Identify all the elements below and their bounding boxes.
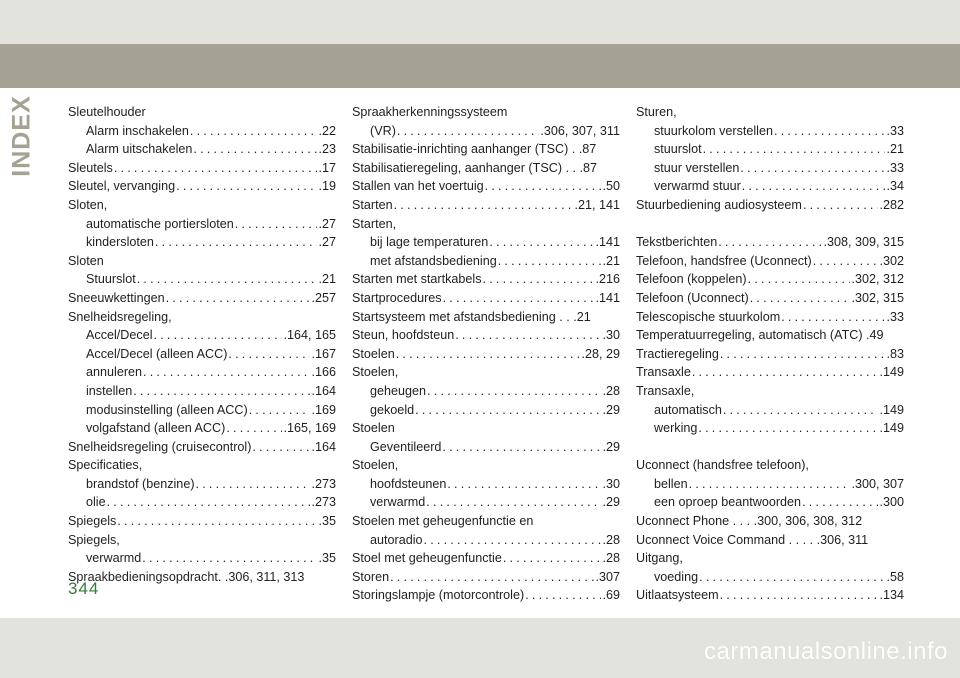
- index-entry: [636, 159, 904, 178]
- side-index-label: INDEX: [7, 95, 36, 177]
- dot-leader: [750, 289, 851, 308]
- index-column-1: [68, 103, 336, 586]
- entry-pages: .216: [595, 272, 620, 287]
- dot-leader: [235, 215, 318, 234]
- index-entry: [68, 419, 336, 438]
- entry-term: Specificaties,: [68, 458, 143, 473]
- index-entry: [68, 456, 336, 475]
- index-entry: [68, 382, 336, 401]
- index-entry: [68, 549, 336, 568]
- dot-leader: [483, 270, 595, 289]
- entry-term: Spiegels: [68, 514, 117, 529]
- entry-pages: .302, 312: [851, 272, 904, 287]
- entry-pages: .29: [602, 439, 620, 454]
- dot-leader: [720, 586, 879, 605]
- index-entry: [68, 122, 336, 141]
- index-entry: [636, 363, 904, 382]
- entry-term: Stallen van het voertuig: [352, 179, 484, 194]
- dot-leader: [689, 475, 851, 494]
- entry-pages: .167: [311, 346, 336, 361]
- entry-term: Uitgang,: [636, 551, 683, 566]
- entry-term: Stoelen: [352, 346, 395, 361]
- dot-leader: [455, 326, 601, 345]
- entry-pages: .34: [886, 179, 904, 194]
- entry-pages: .149: [879, 365, 904, 380]
- entry-pages: .21: [318, 272, 336, 287]
- index-entry: [352, 475, 620, 494]
- entry-term: Telefoon (Uconnect): [636, 290, 749, 305]
- header-bar: [0, 44, 960, 88]
- entry-term: stuur verstellen: [654, 160, 740, 175]
- dot-leader: [525, 586, 601, 605]
- dot-leader: [813, 252, 879, 271]
- entry-term: Snelheidsregeling,: [68, 309, 172, 324]
- entry-pages: .50: [602, 179, 620, 194]
- entry-term: Startsysteem met afstandsbediening . . .21: [352, 309, 591, 324]
- entry-term: verwarmd: [86, 551, 142, 566]
- dot-leader: [489, 233, 594, 252]
- index-entry: [352, 438, 620, 457]
- entry-pages: .33: [886, 309, 904, 324]
- entry-term: Spraakherkenningssysteem: [352, 105, 508, 119]
- entry-term: bellen: [654, 476, 688, 491]
- index-entry: [636, 308, 904, 327]
- entry-term: Sloten,: [68, 197, 108, 212]
- index-entry: [636, 345, 904, 364]
- index-entry: [636, 512, 904, 531]
- entry-term: kindersloten: [86, 235, 154, 250]
- entry-pages: .27: [318, 235, 336, 250]
- index-entry: [352, 215, 620, 234]
- index-entry: [68, 140, 336, 159]
- entry-term: Snelheidsregeling (cruisecontrol): [68, 439, 252, 454]
- index-entry: [352, 586, 620, 605]
- dot-leader: [718, 233, 822, 252]
- entry-term: Geventileerd: [370, 439, 442, 454]
- entry-term: verwarmd: [370, 495, 426, 510]
- entry-term: Sleutelhouder: [68, 105, 146, 119]
- entry-pages: .35: [318, 514, 336, 529]
- dot-leader: [442, 438, 601, 457]
- entry-term: Stuurslot: [86, 272, 136, 287]
- index-entry: [68, 308, 336, 327]
- dot-leader: [143, 363, 310, 382]
- dot-leader: [415, 401, 601, 420]
- dot-leader: [117, 512, 317, 531]
- dot-leader: [137, 270, 318, 289]
- entry-term: met afstandsbediening: [370, 253, 497, 268]
- entry-term: een oproep beantwoorden: [654, 495, 802, 510]
- entry-term: Telescopische stuurkolom: [636, 309, 781, 324]
- entry-term: Storingslampje (motorcontrole): [352, 588, 525, 603]
- entry-term: Sneeuwkettingen: [68, 290, 165, 305]
- dot-leader: [394, 196, 574, 215]
- dot-leader: [390, 568, 594, 587]
- entry-term: automatisch: [654, 402, 722, 417]
- entry-term: brandstof (benzine): [86, 476, 195, 491]
- entry-pages: .134: [879, 588, 904, 603]
- index-entry: [352, 103, 620, 122]
- dot-leader: [692, 363, 879, 382]
- entry-term: hoofdsteunen: [370, 476, 447, 491]
- index-entry: [636, 233, 904, 252]
- entry-pages: .21: [602, 253, 620, 268]
- dot-leader: [447, 475, 601, 494]
- entry-pages: .302, 315: [851, 290, 904, 305]
- index-entry: [636, 456, 904, 475]
- index-entry: [636, 103, 904, 122]
- index-entry: [352, 493, 620, 512]
- index-entry: [68, 233, 336, 252]
- dot-leader: [742, 177, 886, 196]
- dot-leader: [503, 549, 602, 568]
- entry-term: Uconnect Voice Command . . . . .306, 311: [636, 532, 869, 547]
- entry-term: voeding: [654, 569, 699, 584]
- index-entry: [636, 122, 904, 141]
- entry-pages: .28: [602, 551, 620, 566]
- index-entry: [352, 159, 620, 178]
- entry-term: Stabilisatieregeling, aanhanger (TSC) . . .87: [352, 160, 598, 175]
- index-entry: [636, 196, 904, 215]
- entry-pages: .308, 309, 315: [823, 235, 904, 250]
- dot-leader: [107, 493, 311, 512]
- index-entry: [352, 568, 620, 587]
- dot-leader: [252, 438, 310, 457]
- index-entry: [636, 289, 904, 308]
- entry-term: Spraakbedieningsopdracht. .306, 311, 313: [68, 569, 305, 584]
- entry-term: stuurkolom verstellen: [654, 123, 773, 138]
- index-entry: [68, 363, 336, 382]
- entry-term: volgafstand (alleen ACC): [86, 421, 226, 436]
- index-entry: [636, 531, 904, 550]
- index-entry: [352, 252, 620, 271]
- index-entry: [352, 270, 620, 289]
- entry-pages: .33: [886, 123, 904, 138]
- entry-term: (VR): [370, 123, 396, 138]
- entry-pages: .21, 141: [574, 197, 620, 212]
- entry-pages: .35: [318, 551, 336, 566]
- entry-term: instellen: [86, 383, 133, 398]
- dot-leader: [193, 140, 317, 159]
- index-entry: [352, 308, 620, 327]
- dot-leader: [155, 233, 318, 252]
- entry-term: annuleren: [86, 365, 143, 380]
- entry-term: modusinstelling (alleen ACC): [86, 402, 248, 417]
- index-entry: [636, 549, 904, 568]
- entry-term: Uconnect (handsfree telefoon),: [636, 458, 809, 473]
- index-entry: [68, 252, 336, 271]
- entry-term: Stoelen met geheugenfunctie en: [352, 514, 534, 529]
- index-entry: [352, 531, 620, 550]
- index-entry: [68, 270, 336, 289]
- index-entry: [636, 419, 904, 438]
- index-entry: [352, 345, 620, 364]
- entry-pages: .164: [311, 383, 336, 398]
- dot-leader: [176, 177, 317, 196]
- dot-leader: [802, 493, 878, 512]
- entry-term: Sleutel, vervanging: [68, 179, 176, 194]
- entry-pages: .273: [311, 476, 336, 491]
- entry-term: Stuurbediening audiosysteem: [636, 197, 802, 212]
- index-entry: [352, 401, 620, 420]
- entry-pages: .19: [318, 179, 336, 194]
- index-entry: [636, 382, 904, 401]
- entry-pages: .300, 307: [851, 476, 904, 491]
- entry-pages: .58: [886, 569, 904, 584]
- entry-pages: .29: [602, 402, 620, 417]
- entry-pages: .300: [879, 495, 904, 510]
- entry-term: autoradio: [370, 532, 423, 547]
- entry-term: Steun, hoofdsteun: [352, 328, 455, 343]
- entry-term: werking: [654, 421, 698, 436]
- entry-pages: .29: [602, 495, 620, 510]
- index-entry: [352, 419, 620, 438]
- dot-leader: [443, 289, 595, 308]
- entry-term: Starten,: [352, 216, 397, 231]
- entry-term: Alarm inschakelen: [86, 123, 189, 138]
- index-entry: [352, 512, 620, 531]
- entry-pages: .165, 169: [283, 421, 336, 436]
- entry-term: Stoelen: [352, 421, 395, 436]
- entry-term: gekoeld: [370, 402, 415, 417]
- top-margin-band: [0, 0, 960, 44]
- entry-term: Spiegels,: [68, 532, 120, 547]
- dot-leader: [114, 159, 318, 178]
- entry-pages: .28, 29: [581, 346, 620, 361]
- index-entry: [352, 140, 620, 159]
- entry-term: Transaxle,: [636, 383, 695, 398]
- dot-leader: [190, 122, 318, 141]
- index-entry: [68, 159, 336, 178]
- entry-pages: .164, 165: [283, 328, 336, 343]
- entry-pages: .22: [318, 123, 336, 138]
- dot-leader: [723, 401, 879, 420]
- index-entry: [68, 177, 336, 196]
- dot-leader: [720, 345, 886, 364]
- entry-pages: .28: [602, 383, 620, 398]
- index-entry: [636, 475, 904, 494]
- entry-term: Temperatuurregeling, automatisch (ATC) .49: [636, 328, 884, 343]
- entry-term: Transaxle: [636, 365, 691, 380]
- entry-pages: .69: [602, 588, 620, 603]
- entry-pages: .141: [595, 235, 620, 250]
- index-entry: [68, 531, 336, 550]
- index-entry: [352, 233, 620, 252]
- index-entry: [68, 215, 336, 234]
- entry-term: Starten met startkabels: [352, 272, 482, 287]
- index-entry: [352, 363, 620, 382]
- dot-leader: [774, 122, 885, 141]
- entry-pages: .273: [311, 495, 336, 510]
- entry-pages: .30: [602, 476, 620, 491]
- index-entry: [352, 122, 620, 141]
- entry-term: Telefoon (koppelen): [636, 272, 747, 287]
- index-entry: [68, 493, 336, 512]
- entry-term: Starten: [352, 197, 393, 212]
- entry-pages: .307: [595, 569, 620, 584]
- entry-term: Accel/Decel: [86, 328, 153, 343]
- entry-term: Sloten: [68, 253, 104, 268]
- dot-leader: [803, 196, 879, 215]
- index-entry: [68, 326, 336, 345]
- entry-term: Stoelen,: [352, 365, 399, 380]
- index-entry: [68, 512, 336, 531]
- dot-leader: [228, 345, 310, 364]
- index-entry: [352, 326, 620, 345]
- entry-term: Uitlaatsysteem: [636, 588, 719, 603]
- entry-term: Sleutels: [68, 160, 113, 175]
- index-entry: [636, 493, 904, 512]
- entry-pages: .306, 307, 311: [540, 123, 620, 138]
- entry-term: Tractieregeling: [636, 346, 719, 361]
- dot-leader: [196, 475, 311, 494]
- entry-pages: .23: [318, 142, 336, 157]
- dot-leader: [699, 568, 885, 587]
- entry-pages: .17: [318, 160, 336, 175]
- index-entry: [636, 401, 904, 420]
- entry-pages: .149: [879, 402, 904, 417]
- entry-term: Stoelen,: [352, 458, 399, 473]
- dot-leader: [424, 531, 602, 550]
- index-entry: [68, 401, 336, 420]
- index-entry: [352, 456, 620, 475]
- index-entry: [636, 252, 904, 271]
- dot-leader: [426, 493, 601, 512]
- entry-term: Sturen,: [636, 105, 677, 119]
- dot-leader: [249, 401, 311, 420]
- dot-leader: [226, 419, 282, 438]
- entry-term: verwarmd stuur: [654, 179, 741, 194]
- index-entry: [636, 177, 904, 196]
- entry-pages: .141: [595, 290, 620, 305]
- dot-leader: [703, 140, 886, 159]
- entry-term: Stoel met geheugenfunctie: [352, 551, 502, 566]
- index-entry: [636, 326, 904, 345]
- index-entry: [68, 103, 336, 122]
- watermark: carmanualsonline.info: [704, 638, 948, 665]
- entry-pages: .21: [886, 142, 904, 157]
- entry-term: stuurslot: [654, 142, 702, 157]
- index-entry: [68, 345, 336, 364]
- entry-term: Storen: [352, 569, 390, 584]
- index-column-2: [352, 103, 620, 605]
- entry-term: geheugen: [370, 383, 427, 398]
- entry-term: Startprocedures: [352, 290, 442, 305]
- entry-term: Alarm uitschakelen: [86, 142, 193, 157]
- entry-term: Telefoon, handsfree (Uconnect): [636, 253, 812, 268]
- dot-leader: [781, 308, 885, 327]
- entry-pages: .257: [311, 290, 336, 305]
- dot-leader: [748, 270, 851, 289]
- index-column-3: [636, 103, 904, 605]
- dot-leader: [740, 159, 885, 178]
- index-entry: [352, 549, 620, 568]
- index-entry: [68, 438, 336, 457]
- entry-term: Uconnect Phone . . . .300, 306, 308, 312: [636, 514, 863, 529]
- dot-leader: [498, 252, 602, 271]
- dot-leader: [166, 289, 311, 308]
- index-entry: [352, 289, 620, 308]
- index-entry: [352, 196, 620, 215]
- index-entry: [68, 568, 336, 587]
- entry-pages: .169: [311, 402, 336, 417]
- index-entry: [68, 289, 336, 308]
- dot-leader: [396, 345, 581, 364]
- entry-pages: .149: [879, 421, 904, 436]
- entry-pages: .166: [311, 365, 336, 380]
- entry-pages: .83: [886, 346, 904, 361]
- index-entry: [636, 140, 904, 159]
- dot-leader: [485, 177, 602, 196]
- index-entry: [636, 568, 904, 587]
- entry-pages: .33: [886, 160, 904, 175]
- entry-pages: .28: [602, 532, 620, 547]
- dot-leader: [133, 382, 310, 401]
- index-entry: [352, 382, 620, 401]
- entry-pages: .302: [879, 253, 904, 268]
- index-entry: [636, 270, 904, 289]
- page-number: 344: [68, 579, 100, 598]
- entry-term: Stabilisatie-inrichting aanhanger (TSC) . .87: [352, 142, 597, 157]
- entry-term: Tekstberichten: [636, 235, 718, 250]
- entry-pages: .282: [879, 197, 904, 212]
- entry-pages: .27: [318, 216, 336, 231]
- dot-leader: [397, 122, 540, 141]
- index-entry: [352, 177, 620, 196]
- entry-term: olie: [86, 495, 106, 510]
- index-entry: [68, 196, 336, 215]
- entry-pages: .30: [602, 328, 620, 343]
- dot-leader: [142, 549, 317, 568]
- dot-leader: [154, 326, 283, 345]
- dot-leader: [698, 419, 878, 438]
- index-entry: [636, 586, 904, 605]
- entry-term: Accel/Decel (alleen ACC): [86, 346, 228, 361]
- index-entry: [68, 475, 336, 494]
- entry-term: automatische portiersloten: [86, 216, 234, 231]
- entry-term: bij lage temperaturen: [370, 235, 489, 250]
- entry-pages: .164: [311, 439, 336, 454]
- dot-leader: [427, 382, 601, 401]
